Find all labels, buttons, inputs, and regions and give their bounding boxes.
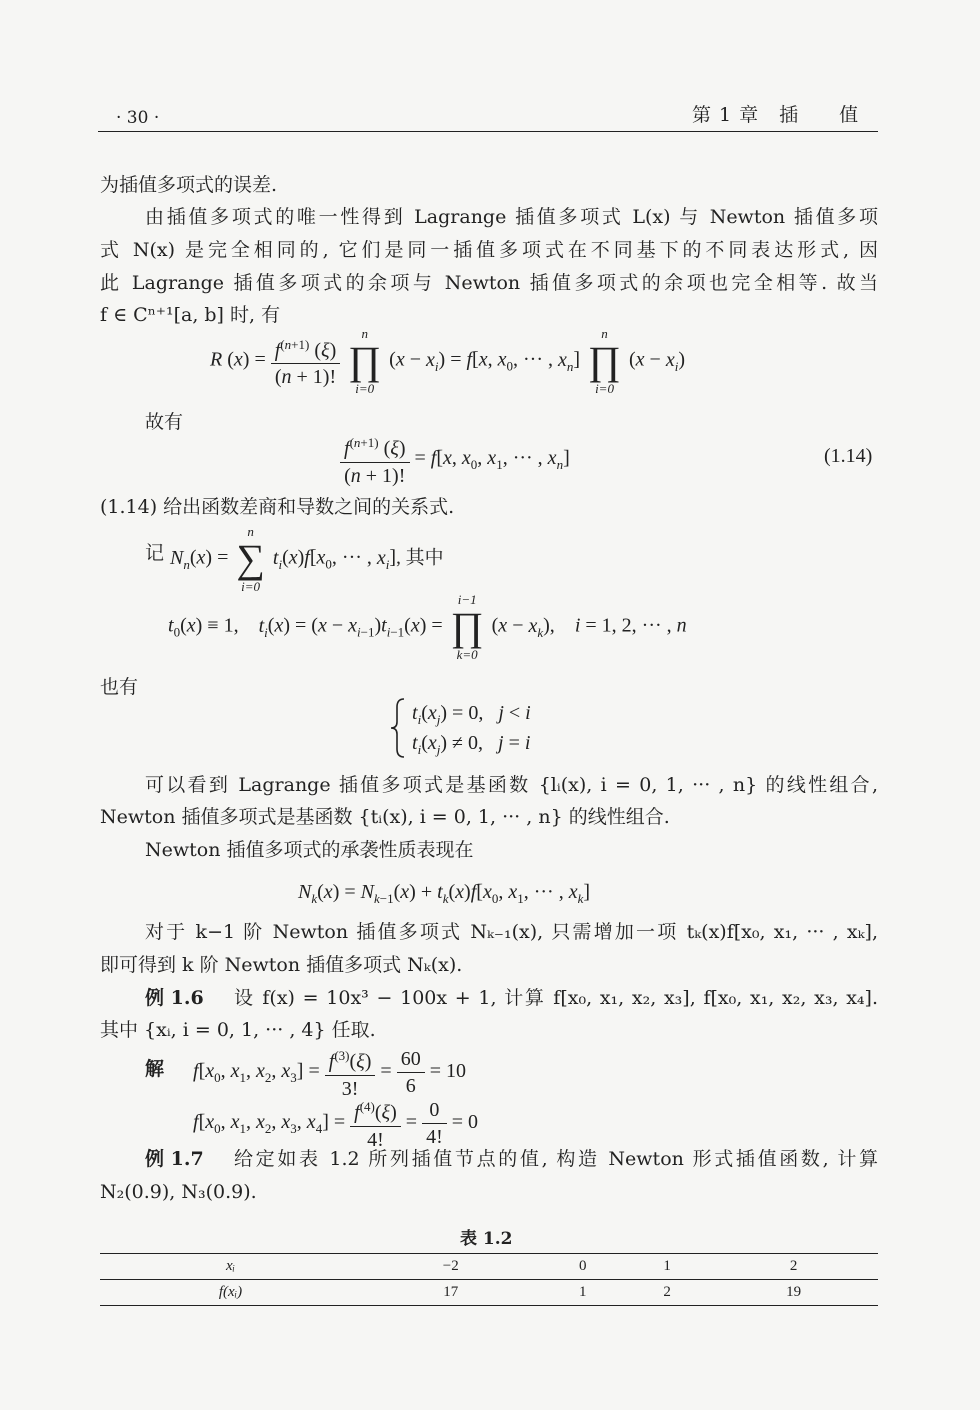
table-cell: 2 — [709, 1254, 878, 1280]
example-1-6-line2: 其中 {xᵢ, i = 0, 1, ··· , 4} 任取. — [100, 1019, 376, 1041]
chapter-title: 第 1 章 插 值 — [692, 104, 860, 126]
equation-number: (1.14) — [824, 445, 873, 467]
equation-solution-fourth: $f[x_0$, $x_1$, $x_2$, $x_3$, $x_4$] = $\frac{f^{(4)}(\xi)}{4!}$ = $\frac{0}{4!}$ = 0 — [193, 1094, 478, 1153]
paragraph-define-nn — [145, 536, 164, 570]
equation-solution-third: $f[x_0$, $x_1$, $x_2$, $x_3$] = $\frac{f^{(3)}(\xi)}{3!}$ = $\frac{60}{6}$ = 10 — [193, 1043, 466, 1102]
paragraph-linear-combination-line1: 可以看到 Lagrange 插值多项式是基函数 {lᵢ(x), i = 0, 1, ··· , n} 的线性组合, — [145, 774, 878, 796]
table-caption: 表 1.2 — [460, 1229, 513, 1249]
paragraph-error-intro: 为插值多项式的误差. — [100, 174, 278, 196]
paragraph-uniqueness-line2: 式 N(x) 是完全相同的, 它们是同一插值多项式在不同基下的不同表达形式, 因 — [100, 239, 878, 261]
paragraph-linear-combination-line2: Newton 插值多项式是基函数 {tᵢ(x), i = 0, 1, ··· , n} 的线性组合. — [100, 806, 670, 828]
paragraph-uniqueness-line3: 此 Lagrange 插值多项式的余项与 Newton 插值多项式的余项也完全相等. 故当 — [100, 272, 878, 294]
paragraph-also: 也有 — [100, 676, 139, 698]
define-suffix: , 其中 — [396, 547, 444, 569]
solution-label: 解 — [145, 1058, 165, 1080]
table-cell: 19 — [709, 1280, 878, 1306]
data-table — [100, 1253, 878, 1306]
example-1-7-line2: N₂(0.9), N₃(0.9). — [100, 1181, 257, 1203]
table-cell: 2 — [625, 1280, 709, 1306]
table-cell: 0 — [541, 1254, 625, 1280]
define-prefix: 记 — [145, 542, 165, 564]
table-cell: 1 — [625, 1254, 709, 1280]
example-1-6-label: 例 1.6 — [145, 987, 204, 1009]
paragraph-nk-line1: 对于 k−1 阶 Newton 插值多项式 Nₖ₋₁(x), 只需增加一项 tₖ(x)f[x₀, x₁, ··· , xₖ], — [145, 921, 878, 943]
paragraph-uniqueness-line4: f ∈ Cⁿ⁺¹[a, b] 时, 有 — [100, 304, 281, 326]
equation-nk-recurrence: $N_k(x) = N_{k-1}(x) + t_k(x)f[x_0$, $x_1$, ··· , $x_k$] — [298, 881, 591, 906]
table-cell: −2 — [361, 1254, 541, 1280]
equation-remainder: R (x) = $\frac{f^{(n+1)} (\xi)}{(n + 1)!}$ n ∏ i=0 $(x - x_i) = f[x$, $x_0$, ··· , $x_n$] n ∏ i=0 $(x - x_i)$ — [210, 326, 686, 396]
table-cell: 1 — [541, 1280, 625, 1306]
equation-1-14: $\frac{f^{(n+1)} (\xi)}{(n + 1)!}$ = f[x, $x_0$, $x_1$, ··· , $x_n$] — [340, 430, 570, 489]
equation-nn-sum: $N_n(x)$ = n ∑ i=0 $t_i(x)f[x_0$, ··· , $x_i$], 其中 — [170, 524, 444, 594]
paragraph-therefore: 故有 — [145, 411, 184, 433]
example-1-6-line1: 设 f(x) = 10x³ − 100x + 1, 计算 f[x₀, x₁, x₂, x₃], f[x₀, x₁, x₂, x₃, x₄]. — [234, 987, 878, 1009]
paragraph-inheritance: Newton 插值多项式的承袭性质表现在 — [145, 839, 474, 861]
example-1-7-label: 例 1.7 — [145, 1148, 204, 1170]
table-row-x — [100, 1254, 878, 1280]
table-row-f — [100, 1280, 878, 1306]
left-brace-icon — [388, 697, 410, 759]
equation-ti-definition: $t_0(x) \equiv 1$, $t_i(x) = (x - x_{i-1})t_{i-1}(x)$ = i−1 ∏ k=0 $(x - x_k)$, i = 1, 2, ··· , n — [168, 592, 687, 662]
paragraph-uniqueness-line1: 由插值多项式的唯一性得到 Lagrange 插值多项式 L(x) 与 Newton 插值多项 — [145, 206, 878, 228]
table-cell: 17 — [361, 1280, 541, 1306]
example-1-7-line1: 给定如表 1.2 所列插值节点的值, 构造 Newton 形式插值函数, 计算 — [234, 1148, 878, 1170]
header-rule — [98, 131, 878, 132]
page-number: · 30 · — [116, 108, 160, 128]
paragraph-relation: (1.14) 给出函数差商和导数之间的关系式. — [100, 496, 455, 518]
row-label-f: f(xᵢ) — [100, 1280, 361, 1306]
book-page: · 30 · 第 1 章 插 值 为插值多项式的误差. 由插值多项式的唯一性得到 Lagrange 插值多项式 L(x) 与 Newton 插值多项 式 N(x) 是完全相同的, 它们是同一插值多项式在不同基下的不同表达形式, 因 此 Lagrange 插值多项式的余项与 Newton 插值多项式的余项也完全相等. 故当 f ∈ Cⁿ⁺¹[a, b] 时, 有 R (x) = $\frac{f^{(n+1)} (\xi)}{(n + 1)!}$ n ∏ i=0 $(x - x_i) = f[x$, $x_0$, ··· , $x_n$] n ∏ i=0 $(x - x_i)$ 故有 $\frac{f^{(n+1)} (\xi)}{(n + 1)!}$ = f[x, $x_0$, $x_1$, ··· , $x_n$] (1.14) (1.14) 给出函数差商和导数之间的关系式. 记 $N_n(x)$ = n ∑ i=0 $t_i(x)f[x_0$, ··· , $x_i$], 其中 $t_0(x) \equiv 1$, $t_i(x) = (x - x_{i-1})t_{i-1}(x)$ = i−1 ∏ k=0 $(x - x_k)$, i = 1, 2, ··· , n 也有 $t_i(x_j) = 0$, j < i $t_i(x_j) \ne 0$, j = i 可以看到 Lagrange 插值多项式是基函数 {lᵢ(x), i = 0, 1, ··· , n} 的线性组合, Newton 插值多项式是基函数 {tᵢ(x), i = 0, 1, ··· , n} 的线性组合. Newton 插值多项式的承袭性质表现在 $N_k(x) = N_{k-1}(x) + t_k(x)f[x_0$, $x_1$, ··· , $x_k$] 对于 k−1 阶 Newton 插值多项式 Nₖ₋₁(x), 只需增加一项 tₖ(x)f[x₀, x₁, ··· , xₖ], 即可得到 k 阶 Newton 插值多项式 Nₖ(x). 例 1.6 设 f(x) = 10x³ − 100x + 1, 计算 f[x₀, x₁, x₂, x₃], f[x₀, x₁, x₂, x₃, x₄]. 其中 {xᵢ, i = 0, 1, ··· , 4} 任取. 解 $f[x_0$, $x_1$, $x_2$, $x_3$] = $\frac{f^{(3)}(\xi)}{3!}$ = $\frac{60}{6}$ = 10 $f[x_0$, $x_1$, $x_2$, $x_3$, $x_4$] = $\frac{f^{(4)}(\xi)}{4!}$ = $\frac{0}{4!}$ = 0 例 1.7 给定如表 1.2 所列插值节点的值, 构造 Newton 形式插值函数, 计算 N₂(0.9), N₃(0.9). 表 1.2 xᵢ −2 0 1 2 f(xᵢ) 17 1 2 19 — [0, 0, 980, 1410]
paragraph-nk-line2: 即可得到 k 阶 Newton 插值多项式 Nₖ(x). — [100, 954, 463, 976]
row-label-x: xᵢ — [100, 1254, 361, 1280]
